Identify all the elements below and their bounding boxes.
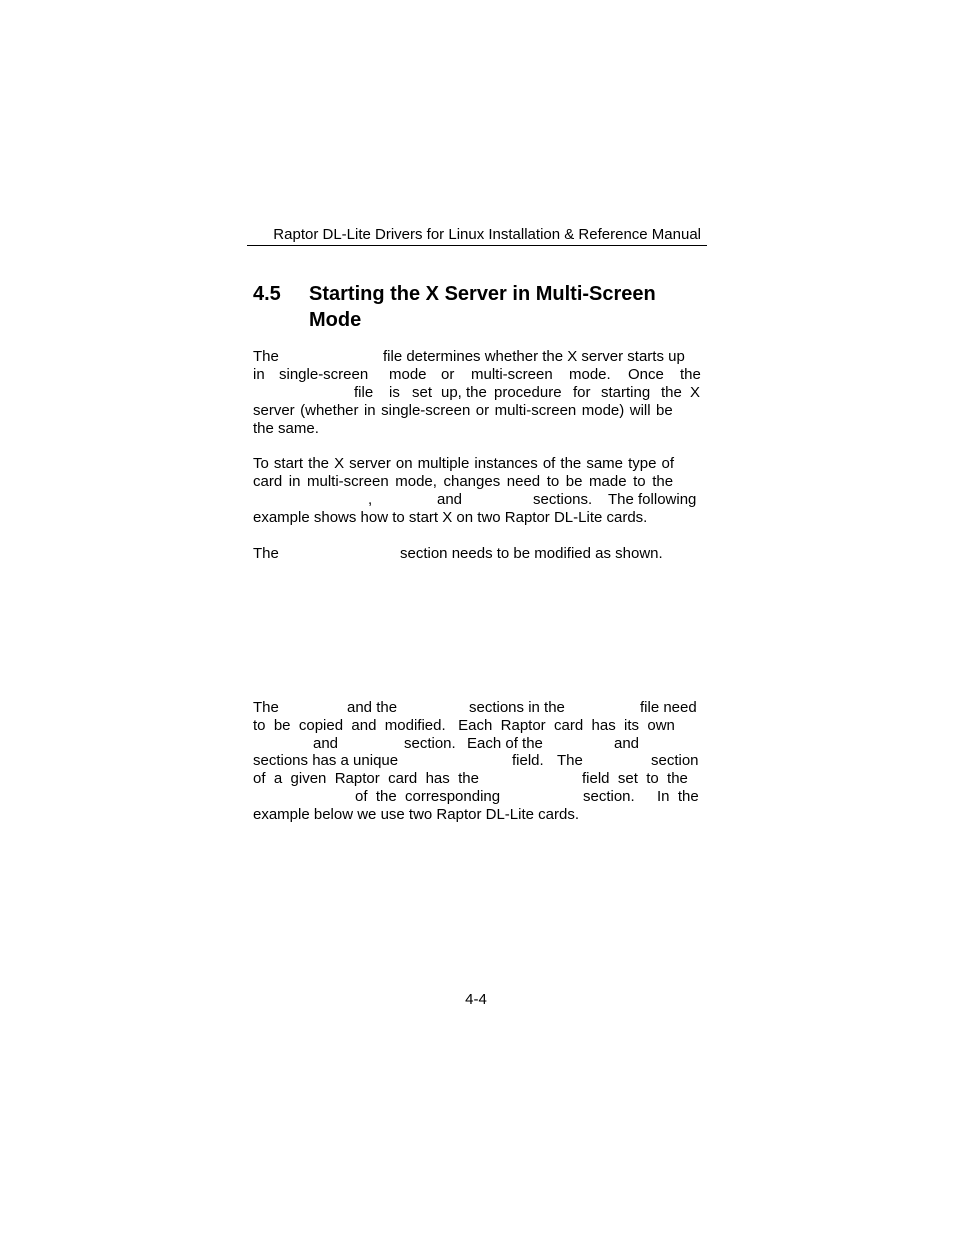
p4-l4-c: The bbox=[557, 752, 583, 769]
p4-l4-a: sections has a unique bbox=[253, 752, 399, 769]
p2-l3-c: sections. bbox=[533, 491, 593, 508]
p2-l3-b: and bbox=[437, 491, 463, 508]
running-header bbox=[247, 226, 707, 246]
p1-l3-f: procedure bbox=[494, 384, 562, 401]
p2-l3-d: The following bbox=[608, 491, 697, 508]
p4-l3-a: and bbox=[313, 735, 339, 752]
p1-l2-a: in bbox=[253, 366, 265, 383]
p1-l4: server (whether in single-screen or multi-screen mode) will be bbox=[253, 402, 673, 419]
p3-l1-b: section needs to be modified as shown. bbox=[400, 545, 663, 562]
p1-l3-h: starting bbox=[601, 384, 651, 401]
running-header-title: Raptor DL-Lite Drivers for Linux Installation & Reference Manual bbox=[273, 226, 701, 243]
p1-l5: the same. bbox=[253, 420, 319, 437]
p4-l3-d: and bbox=[614, 735, 640, 752]
p1-l2-h: the bbox=[680, 366, 701, 383]
p1-l2-c: mode bbox=[389, 366, 427, 383]
p4-l2: to be copied and modified. Each Raptor card has its own bbox=[253, 717, 675, 734]
p2-l4: example shows how to start X on two Raptor DL-Lite cards. bbox=[253, 509, 648, 526]
p1-l3-c: set bbox=[412, 384, 433, 401]
p4-l6-b: section. bbox=[583, 788, 635, 805]
p1-l2-e: multi-screen bbox=[471, 366, 553, 383]
p1-l3-j: X bbox=[690, 384, 701, 401]
p4-l1-c: sections in the bbox=[469, 699, 565, 716]
p4-l1-a: The bbox=[253, 699, 279, 716]
p1-l3-b: is bbox=[389, 384, 400, 401]
p1-l2-g: Once bbox=[628, 366, 664, 383]
p1-l3-d: up, bbox=[441, 384, 462, 401]
p1-l1-a: The bbox=[253, 348, 279, 365]
p2-l2: card in multi-screen mode, changes need to be made to the bbox=[253, 473, 674, 490]
p2-l1: To start the X server on multiple instances of the same type of bbox=[253, 455, 675, 472]
section-number: 4.5 bbox=[253, 283, 281, 305]
p1-l2-b: single-screen bbox=[279, 366, 369, 383]
section-title: Starting the X Server in Multi-Screen Mode bbox=[309, 283, 656, 331]
p3-l1-a: The bbox=[253, 545, 279, 562]
p4-l5-a: of a given Raptor card has the bbox=[253, 770, 479, 787]
p1-l3-i: the bbox=[661, 384, 682, 401]
p1-l2-d: or bbox=[441, 366, 455, 383]
p1-l3-e: the bbox=[466, 384, 487, 401]
p4-l7: example below we use two Raptor DL-Lite cards. bbox=[253, 806, 579, 823]
p1-l1-b: file determines whether the X server starts up bbox=[383, 348, 685, 365]
p4-l3-c: Each of the bbox=[467, 735, 543, 752]
p4-l4-b: field. bbox=[512, 752, 544, 769]
p1-l3-g: for bbox=[573, 384, 591, 401]
p4-l4-d: section bbox=[651, 752, 699, 769]
p4-l3-b: section. bbox=[404, 735, 456, 752]
p4-l1-d: file need bbox=[640, 699, 697, 716]
p4-l1-b: and the bbox=[347, 699, 398, 716]
p2-l3-a: , bbox=[368, 491, 373, 508]
page-number: 4-4 bbox=[465, 991, 487, 1008]
p4-l6-a: of the corresponding bbox=[355, 788, 501, 805]
p4-l6-c: In the bbox=[657, 788, 699, 805]
p1-l3-a: file bbox=[354, 384, 374, 401]
p1-l2-f: mode. bbox=[569, 366, 611, 383]
p4-l5-b: field set to the bbox=[582, 770, 688, 787]
